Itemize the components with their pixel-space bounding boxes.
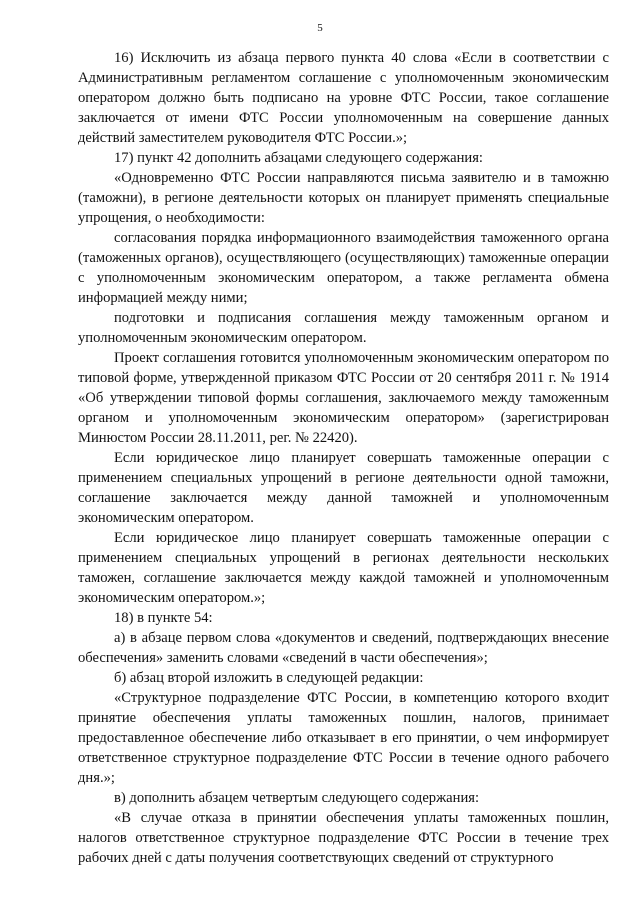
paragraph-single-customs: Если юридическое лицо планирует совершать таможенные операции с применением специальных упрощений в регионе деятельности одной таможни, соглашение заключается между данной таможней и уполномоченным экономическим оператором. [78, 450, 609, 526]
paragraph-subitem-b: б) абзац второй изложить в следующей редакции: [114, 670, 424, 686]
document-body [78, 48, 609, 868]
paragraph-agreement-prep: подготовки и подписания соглашения между таможенным органом и уполномоченным экономическим оператором. [78, 310, 609, 346]
paragraph-coordination: согласования порядка информационного взаимодействия таможенного органа (таможенных органов), осуществляющего (осуществляющих) таможенные операции с уполномоченным экономическим оператором, а также регламента обмена информацией между ними; [78, 230, 609, 306]
paragraph-draft-agreement: Проект соглашения готовится уполномоченным экономическим оператором по типовой форме, утвержденной приказом ФТС России от 20 сентября 2011 г. № 1914 «Об утверждении типовой формы соглашения, заключаемого между таможенным органом и уполномоченным экономическим оператором» (зарегистрирован Минюстом России 28.11.2011, рег. № 22420). [78, 350, 609, 446]
paragraph-item-18: 18) в пункте 54: [114, 610, 213, 626]
paragraph-multiple-customs: Если юридическое лицо планирует совершать таможенные операции с применением специальных упрощений в регионах деятельности нескольких таможен, соглашение заключается между каждой таможней и уполномоченным экономическим оператором.»; [78, 530, 609, 606]
paragraph-letters-sent: «Одновременно ФТС России направляются письма заявителю и в таможню (таможни), в регионе деятельности которых он планирует применять специальные упрощения, о необходимости: [78, 170, 609, 226]
paragraph-refusal-case: «В случае отказа в принятии обеспечения уплаты таможенных пошлин, налогов ответственное структурное подразделение ФТС России в течение трех рабочих дней с даты получения соответствующих сведений от структурного [78, 810, 609, 866]
paragraph-subitem-a: а) в абзаце первом слова «документов и сведений, подтверждающих внесение обеспечения» заменить словами «сведений в части обеспечения»; [78, 630, 609, 666]
paragraph-structural-unit: «Структурное подразделение ФТС России, в компетенцию которого входит принятие обеспечения уплаты таможенных пошлин, налогов, принимает предоставленное обеспечение либо отказывает в его принятии, о чем информирует ответственное структурное подразделение ФТС России в течение одного рабочего дня.»; [78, 690, 609, 786]
page-number: 5 [317, 22, 323, 34]
paragraph-item-16: 16) Исключить из абзаца первого пункта 40 слова «Если в соответствии с Административным регламентом соглашение с уполномоченным экономическим оператором должно быть подписано на уровне ФТС России, такое соглашение заключается от имени ФТС России уполномоченным на совершение данных действий заместителем руководителя ФТС России.»; [78, 50, 609, 146]
paragraph-subitem-v: в) дополнить абзацем четвертым следующего содержания: [114, 790, 480, 806]
paragraph-item-17: 17) пункт 42 дополнить абзацами следующего содержания: [114, 150, 483, 166]
